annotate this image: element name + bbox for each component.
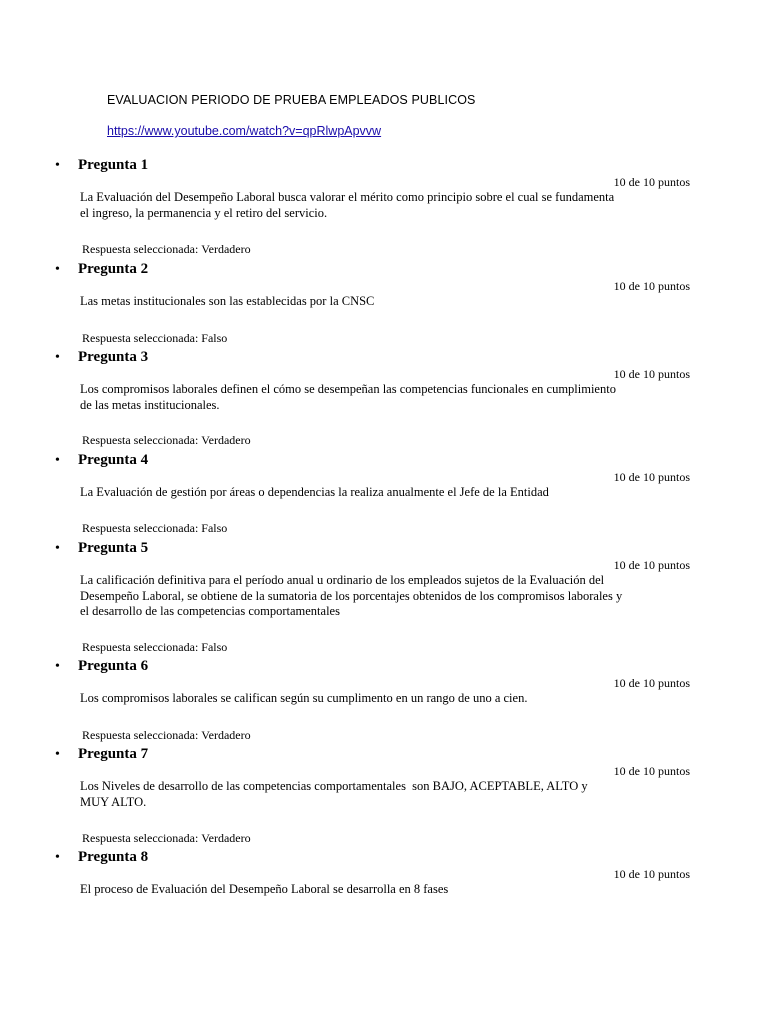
selected-answer [82, 521, 227, 535]
selected-answer [82, 640, 227, 654]
question-points: 10 de 10 puntos [613, 279, 690, 293]
bullet: • [55, 453, 60, 468]
bullet: • [55, 541, 60, 556]
selected-answer [82, 433, 251, 447]
question-text: Los compromisos laborales se califican según su cumplimento en un rango de uno a cien. [80, 691, 528, 705]
question-text: Los compromisos laborales definen el cómo se desempeñan las competencias funcionales en cumplimiento de las metas institucionales. [80, 382, 616, 412]
answer-value: Falso [201, 521, 228, 535]
answer-label: Respuesta seleccionada: [82, 242, 199, 256]
question-text: La Evaluación del Desempeño Laboral busca valorar el mérito como principio sobre el cual se fundamenta el ingreso, la permanencia y el retiro del servicio. [80, 190, 615, 220]
question-points: 10 de 10 puntos [613, 175, 690, 189]
question-text: Los Niveles de desarrollo de las competencias comportamentales son BAJO, ACEPTABLE, ALTO y MUY ALTO. [80, 779, 594, 809]
answer-label: Respuesta seleccionada: [82, 831, 199, 845]
question-text: La Evaluación de gestión por áreas o dependencias la realiza anualmente el Jefe de la Entidad [80, 485, 549, 499]
answer-value: Verdadero [201, 831, 251, 845]
answer-value: Verdadero [201, 728, 251, 742]
bullet: • [55, 262, 60, 277]
answer-value: Falso [201, 331, 228, 345]
youtube-link[interactable]: https://www.youtube.com/watch?v=qpRlwpApvvw [107, 124, 382, 138]
question-heading: Pregunta 8 [78, 849, 149, 865]
question-heading: Pregunta 3 [78, 349, 149, 365]
question-heading: Pregunta 6 [78, 658, 149, 674]
answer-value: Verdadero [201, 242, 251, 256]
question-text: La calificación definitiva para el período anual u ordinario de los empleados sujetos de la Evaluación del Desempeño Laboral, se obtiene de la sumatoria de los porcentajes obtenidos de los compromisos laborales y el desarrollo de las competencias comportamentales [80, 573, 623, 618]
question-heading: Pregunta 2 [78, 261, 149, 277]
question-text: Las metas institucionales son las establecidas por la CNSC [80, 294, 375, 308]
bullet: • [55, 850, 60, 865]
question-heading: Pregunta 1 [78, 157, 149, 173]
question-points: 10 de 10 puntos [613, 676, 690, 690]
answer-label: Respuesta seleccionada: [82, 521, 199, 535]
bullet: • [55, 747, 60, 762]
document-title: EVALUACION PERIODO DE PRUEBA EMPLEADOS PUBLICOS [107, 93, 476, 107]
selected-answer [82, 242, 251, 256]
selected-answer [82, 331, 227, 345]
answer-value: Verdadero [201, 433, 251, 447]
bullet: • [55, 659, 60, 674]
question-heading: Pregunta 4 [78, 452, 149, 468]
bullet: • [55, 158, 60, 173]
question-points: 10 de 10 puntos [613, 367, 690, 381]
answer-label: Respuesta seleccionada: [82, 728, 199, 742]
question-heading: Pregunta 5 [78, 540, 149, 556]
question-points: 10 de 10 puntos [613, 470, 690, 484]
question-points: 10 de 10 puntos [613, 764, 690, 778]
question-heading: Pregunta 7 [78, 746, 149, 762]
bullet: • [55, 350, 60, 365]
selected-answer [82, 831, 251, 845]
answer-label: Respuesta seleccionada: [82, 640, 199, 654]
question-points: 10 de 10 puntos [613, 558, 690, 572]
question-points: 10 de 10 puntos [613, 867, 690, 881]
question-text: El proceso de Evaluación del Desempeño Laboral se desarrolla en 8 fases [80, 882, 449, 896]
selected-answer [82, 728, 251, 742]
answer-value: Falso [201, 640, 228, 654]
answer-label: Respuesta seleccionada: [82, 433, 199, 447]
answer-label: Respuesta seleccionada: [82, 331, 199, 345]
